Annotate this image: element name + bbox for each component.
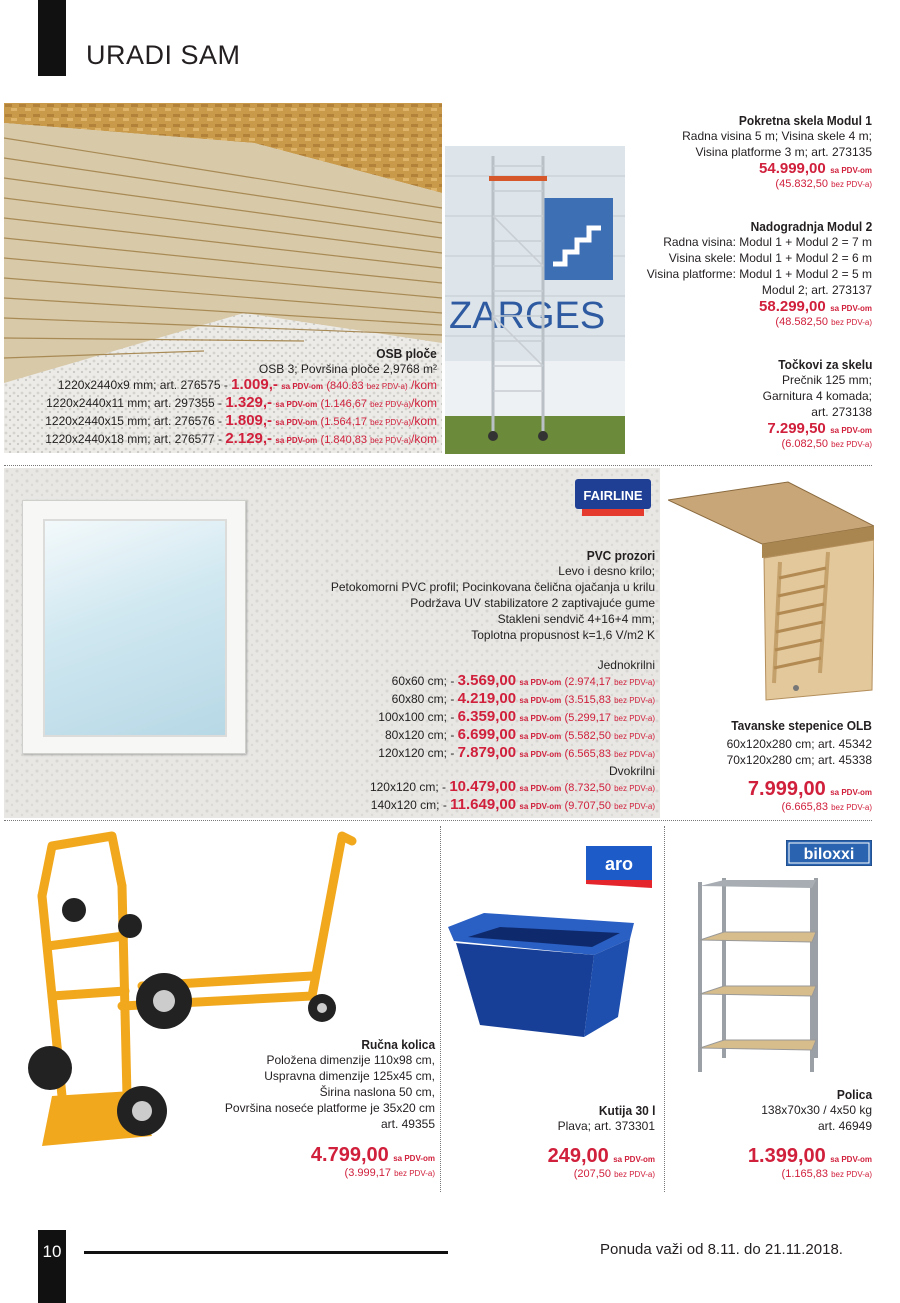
skela-modul2-line: Modul 2; art. 273137 bbox=[761, 283, 872, 297]
osb-row: 1220x2440x18 mm; art. 276577 - 2.129,- sa PDV-om (1.840,83 bez PDV-a)/kom bbox=[45, 430, 437, 447]
window-image bbox=[22, 500, 246, 754]
zarges-text: ZARGES bbox=[449, 295, 606, 337]
skela-modul1-line: Visina platforme 3 m; art. 273135 bbox=[695, 145, 872, 159]
blue-box-image bbox=[444, 905, 639, 1045]
skela-modul2-line: Radna visina: Modul 1 + Modul 2 = 7 m bbox=[663, 235, 872, 249]
skela-modul2-block bbox=[647, 219, 872, 328]
skela-modul2-line: Visina skele: Modul 1 + Modul 2 = 6 m bbox=[668, 251, 872, 265]
tockovi-block bbox=[763, 357, 872, 450]
kolica-line: Položena dimenzije 110x98 cm, bbox=[266, 1053, 435, 1067]
pvc-line: Stakleni sendvič 4+16+4 mm; bbox=[497, 612, 655, 626]
kolica-net: (3.999,17 bez PDV-a) bbox=[344, 1167, 435, 1179]
pvc-row: 100x100 cm; - 6.359,00 sa PDV-om (5.299,17 bez PDV-a) bbox=[378, 708, 655, 725]
pvc-line: Toplotna propusnost k=1,6 V/m2 K bbox=[471, 628, 655, 642]
polica-block bbox=[748, 1087, 872, 1180]
kolica-line: Uspravna dimenzije 125x45 cm, bbox=[264, 1069, 435, 1083]
header-bar bbox=[38, 0, 66, 76]
kutija-net: (207,50 bez PDV-a) bbox=[573, 1168, 655, 1180]
kutija-name: Kutija 30 l bbox=[598, 1103, 655, 1118]
biloxxi-logo bbox=[786, 840, 872, 866]
tockovi-line: art. 273138 bbox=[811, 405, 872, 419]
pvc-row: 60x60 cm; - 3.569,00 sa PDV-om (2.974,17 bez PDV-a) bbox=[391, 672, 655, 689]
osb-name: OSB ploče bbox=[376, 346, 437, 361]
stepenice-price: 7.999,00 sa PDV-om bbox=[747, 778, 872, 800]
divider bbox=[440, 826, 441, 1192]
aro-text: aro bbox=[604, 854, 634, 874]
pvc-row: 120x120 cm; - 7.879,00 sa PDV-om (6.565,83 bez PDV-a) bbox=[378, 744, 655, 761]
kolica-line: Površina noseće platforme je 35x20 cm bbox=[224, 1101, 435, 1115]
kolica-line: Širina naslona 50 cm, bbox=[319, 1085, 435, 1099]
fairline-text: FAIRLINE bbox=[583, 488, 643, 503]
kolica-price: 4.799,00 sa PDV-om bbox=[310, 1144, 435, 1166]
pvc-line: Petokomorni PVC profil; Pocinkovana čelična ojačanja u krilu bbox=[330, 580, 655, 594]
kutija-block bbox=[548, 1103, 655, 1180]
pvc-row: 60x80 cm; - 4.219,00 sa PDV-om (3.515,83 bez PDV-a) bbox=[391, 690, 655, 707]
stepenice-line: 60x120x280 cm; art. 45342 bbox=[726, 737, 872, 751]
scaffold-image bbox=[445, 146, 625, 454]
osb-desc: OSB 3; Površina ploče 2,9768 m² bbox=[258, 362, 437, 376]
polica-line: 138x70x30 / 4x50 kg bbox=[761, 1103, 872, 1117]
stepenice-net: (6.665,83 bez PDV-a) bbox=[781, 801, 872, 813]
skela-modul1-name: Pokretna skela Modul 1 bbox=[739, 113, 872, 128]
polica-line: art. 46949 bbox=[817, 1119, 872, 1133]
skela-modul2-net: (48.582,50 bez PDV-a) bbox=[775, 316, 872, 328]
skela-modul2-price: 58.299,00 sa PDV-om bbox=[759, 298, 872, 315]
pvc-row: 80x120 cm; - 6.699,00 sa PDV-om (5.582,50 bez PDV-a) bbox=[384, 726, 655, 743]
kolica-name: Ručna kolica bbox=[361, 1037, 435, 1052]
skela-modul1-block bbox=[682, 113, 872, 190]
pvc-group-label: Dvokrilni bbox=[608, 764, 655, 778]
divider bbox=[4, 820, 872, 821]
pvc-name: PVC prozori bbox=[586, 548, 655, 563]
biloxxi-text: biloxxi bbox=[803, 846, 855, 863]
osb-row: 1220x2440x11 mm; art. 297355 - 1.329,- sa PDV-om (1.146,67 bez PDV-a)/kom bbox=[46, 394, 437, 411]
shelf-image bbox=[694, 878, 820, 1074]
stepenice-line: 70x120x280 cm; art. 45338 bbox=[726, 753, 872, 767]
pvc-block bbox=[331, 548, 655, 815]
divider bbox=[4, 465, 872, 466]
tockovi-net: (6.082,50 bez PDV-a) bbox=[781, 438, 872, 450]
kutija-line: Plava; art. 373301 bbox=[557, 1119, 655, 1133]
footer-rule bbox=[84, 1251, 448, 1254]
tockovi-line: Prečnik 125 mm; bbox=[781, 373, 872, 387]
aro-logo bbox=[586, 846, 652, 888]
kolica-line: art. 49355 bbox=[380, 1117, 435, 1131]
divider bbox=[664, 826, 665, 1192]
pvc-line: Levo i desno krilo; bbox=[558, 564, 655, 578]
offer-validity: Ponuda važi od 8.11. do 21.11.2018. bbox=[600, 1241, 843, 1258]
section-title: URADI SAM bbox=[86, 40, 241, 70]
pvc-line: Podržava UV stabilizatore 2 zaptivajuće gume bbox=[410, 596, 655, 610]
attic-stairs-image bbox=[668, 478, 874, 710]
kolica-block bbox=[225, 1037, 435, 1179]
skela-modul1-price: 54.999,00 sa PDV-om bbox=[759, 160, 872, 177]
polica-price: 1.399,00 sa PDV-om bbox=[747, 1145, 872, 1167]
tockovi-price: 7.299,50 sa PDV-om bbox=[767, 420, 872, 437]
polica-name: Polica bbox=[836, 1087, 872, 1102]
pvc-row: 120x120 cm; - 10.479,00 sa PDV-om (8.732,50 bez PDV-a) bbox=[369, 778, 655, 795]
osb-row: 1220x2440x15 mm; art. 276576 - 1.809,- sa PDV-om (1.564,17 bez PDV-a)/kom bbox=[45, 412, 437, 429]
stepenice-block bbox=[719, 718, 872, 813]
pvc-row: 140x120 cm; - 11.649,00 sa PDV-om (9.707,50 bez PDV-a) bbox=[370, 796, 655, 813]
polica-net: (1.165,83 bez PDV-a) bbox=[781, 1168, 872, 1180]
stepenice-name: Tavanske stepenice OLB bbox=[731, 718, 872, 733]
tockovi-name: Točkovi za skelu bbox=[777, 357, 872, 372]
page-number: 10 bbox=[38, 1230, 66, 1303]
skela-modul2-line: Visina platforme: Modul 1 + Modul 2 = 5 m bbox=[646, 267, 872, 281]
kutija-price: 249,00 sa PDV-om bbox=[547, 1145, 655, 1167]
fairline-logo bbox=[574, 478, 652, 518]
skela-modul2-name: Nadogradnja Modul 2 bbox=[750, 219, 872, 234]
skela-modul1-line: Radna visina 5 m; Visina skele 4 m; bbox=[682, 129, 872, 143]
tockovi-line: Garnitura 4 komada; bbox=[762, 389, 872, 403]
osb-block bbox=[45, 346, 437, 449]
pvc-group-label: Jednokrilni bbox=[597, 658, 655, 672]
skela-modul1-net: (45.832,50 bez PDV-a) bbox=[775, 178, 872, 190]
osb-row: 1220x2440x9 mm; art. 276575 - 1.009,- sa PDV-om (840.83 bez PDV-a) /kom bbox=[57, 376, 437, 393]
